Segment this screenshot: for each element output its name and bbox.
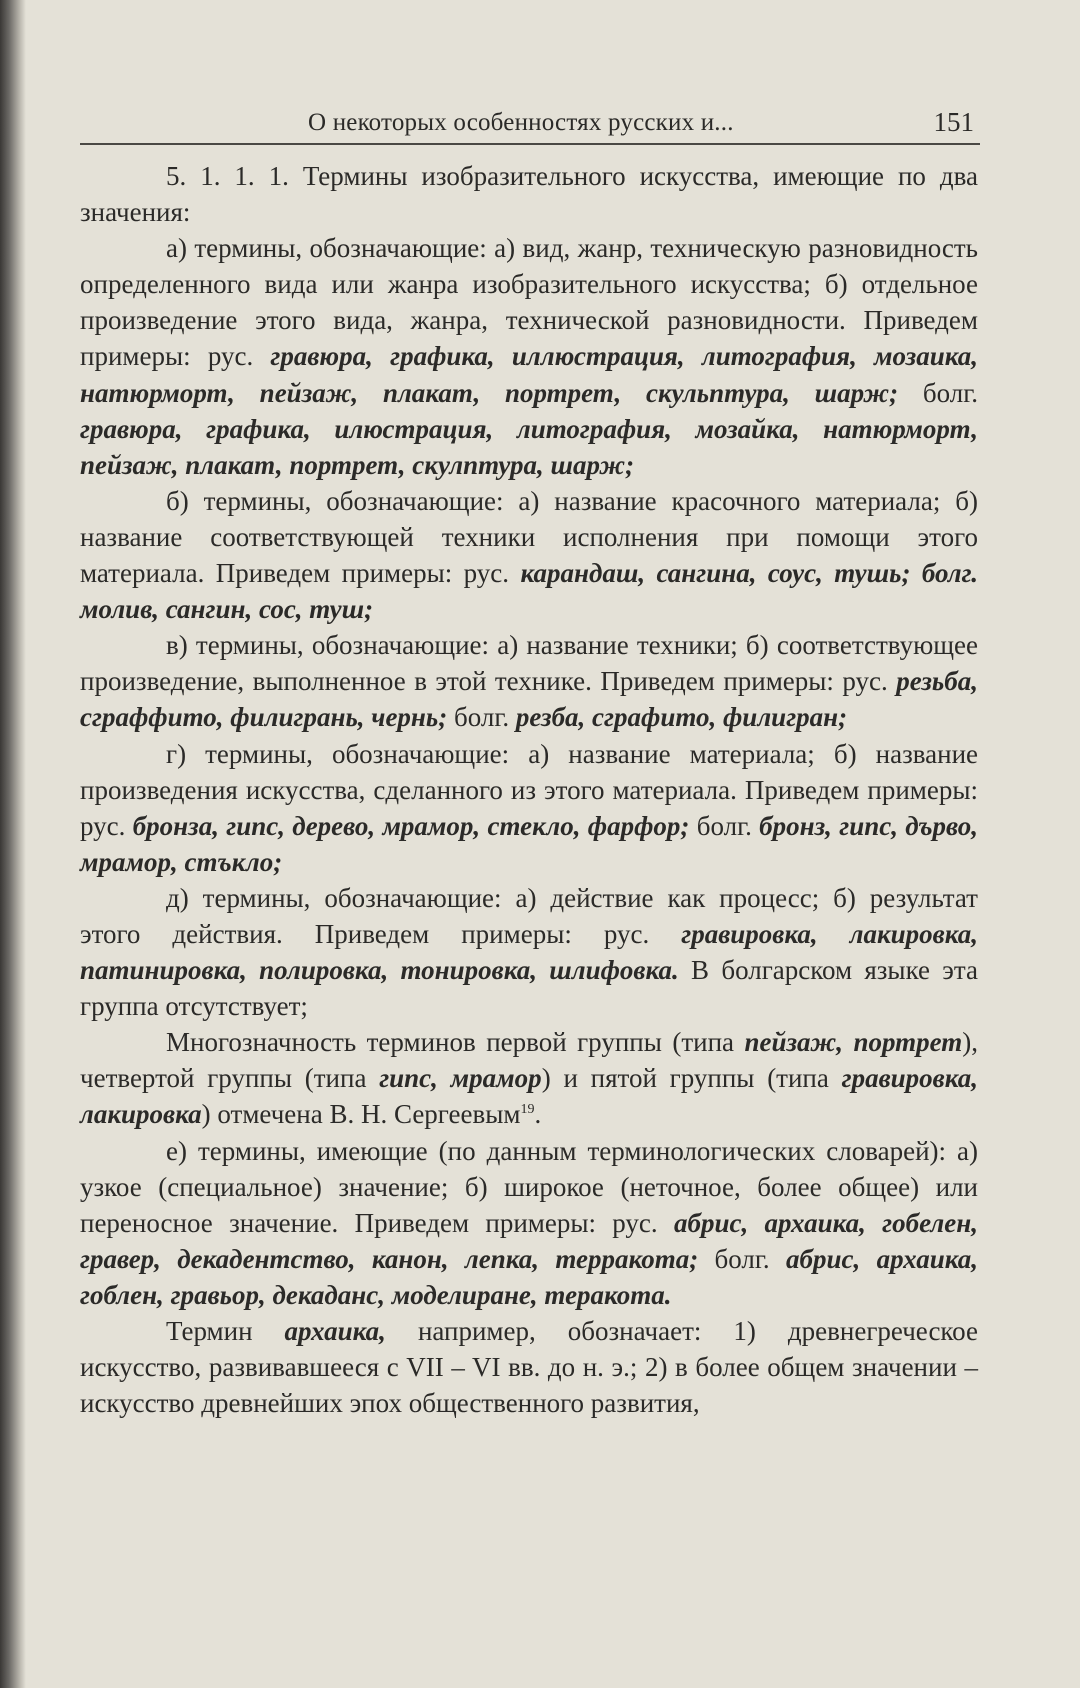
text-run: например, обозначает: 1) древнегреческое искусство, развивавшееся с VII – VI вв. до н. э.; 2) в более общем значении – искусство древнейших эпох общественного развития, — [80, 1316, 978, 1419]
term-example: гравюра, графика, илюстрация, литография, мозайка, натюрморт, пейзаж, плакат, портрет, скулптура, шарж; — [80, 413, 978, 480]
paragraph — [80, 1313, 978, 1421]
term-example: архаика, — [284, 1316, 386, 1346]
paragraph — [80, 1133, 978, 1313]
text-run: ) и пятой группы (типа — [541, 1063, 842, 1094]
text-run: в) термины, обозначающие: а) название техники; б) соответствующее произведение, выполненное в этой технике. Приведем примеры: рус. — [80, 630, 978, 697]
running-title: О некоторых особенностях русских и... — [308, 109, 734, 136]
text-run: . — [534, 1099, 542, 1130]
text-run: ), четвертой группы (типа — [80, 1027, 978, 1094]
footnote-ref: 19 — [520, 1102, 535, 1118]
term-example: абрис, архаика, гобелен, гравер, декадентство, канон, лепка, терракота; — [80, 1207, 979, 1274]
text-run: е) термины, имеющие (по данным терминологических словарей): а) узкое (специальное) значение; б) широкое (неточное, более общее) или переносное значение. Приведем примеры: рус. — [80, 1135, 978, 1238]
text-run: болг. — [698, 1243, 787, 1274]
body-text — [80, 158, 978, 1421]
term-example: гипс, мрамор — [379, 1063, 542, 1094]
text-run: б) термины, обозначающие: а) название красочного материала; б) название соответствующей техники исполнения при помощи этого материала. Приведем примеры: рус. — [80, 485, 978, 589]
term-example: пейзаж, портрет — [744, 1027, 963, 1058]
paragraph — [80, 736, 978, 880]
page-number: 151 — [933, 107, 974, 137]
binding-shadow — [0, 0, 26, 1688]
text-run: ) отмечена В. Н. Сергеевым — [201, 1099, 521, 1130]
text-run: Термин — [166, 1316, 285, 1346]
text-run: болг. — [898, 377, 978, 408]
paragraph — [80, 230, 978, 483]
text-run: В болгарском языке эта группа отсутствует; — [80, 955, 978, 1022]
term-example: бронз, гипс, дърво, мрамор, стъкло; — [80, 810, 978, 877]
term-example: бронза, гипс, дерево, мрамор, стекло, фарфор; — [132, 810, 690, 841]
text-run: болг. — [447, 702, 516, 733]
term-example: карандаш, сангина, соус, тушь; болг. молив, сангин, сос, туш; — [80, 558, 979, 625]
text-run: д) термины, обозначающие: а) действие как процесс; б) результат этого действия. Приведем примеры: рус. — [80, 882, 978, 949]
paragraph — [80, 627, 978, 735]
term-example: абрис, архаика, гоблен, гравьор, декаданс, моделиране, теракота. — [80, 1243, 978, 1310]
text-run: г) термины, обозначающие: а) название материала; б) название произведения искусства, сделанного из этого материала. Приведем примеры: рус. — [80, 738, 978, 841]
paragraph — [80, 880, 978, 1024]
paragraph — [80, 158, 978, 230]
term-example: гравюра, графика, иллюстрация, литография, мозаика, натюрморт, пейзаж, плакат, портрет, скульптура, шарж; — [80, 341, 978, 408]
term-example: гравировка, лакировка — [80, 1063, 978, 1130]
term-example: резба, сграфито, филигран; — [515, 702, 848, 733]
text-run: а) термины, обозначающие: а) вид, жанр, техническую разновидность определенного вида или жанра изобразительного искусства; б) отдельное произведение этого вида, жанра, технической разновидности. Приведем примеры: рус. — [80, 233, 978, 372]
term-example: гравировка, лакировка, патинировка, полировка, тонировка, шлифовка. — [80, 918, 978, 986]
text-run: болг. — [689, 810, 760, 841]
term-example: резьба, сграффито, филигрань, чернь; — [80, 666, 978, 733]
text-run: Многозначность терминов первой группы (типа — [166, 1027, 745, 1058]
paragraph — [80, 1024, 978, 1132]
page-header — [80, 103, 980, 145]
paragraph — [80, 483, 978, 627]
text-run: 5. 1. 1. 1. Термины изобразительного искусства, имеющие по два значения: — [80, 161, 978, 228]
